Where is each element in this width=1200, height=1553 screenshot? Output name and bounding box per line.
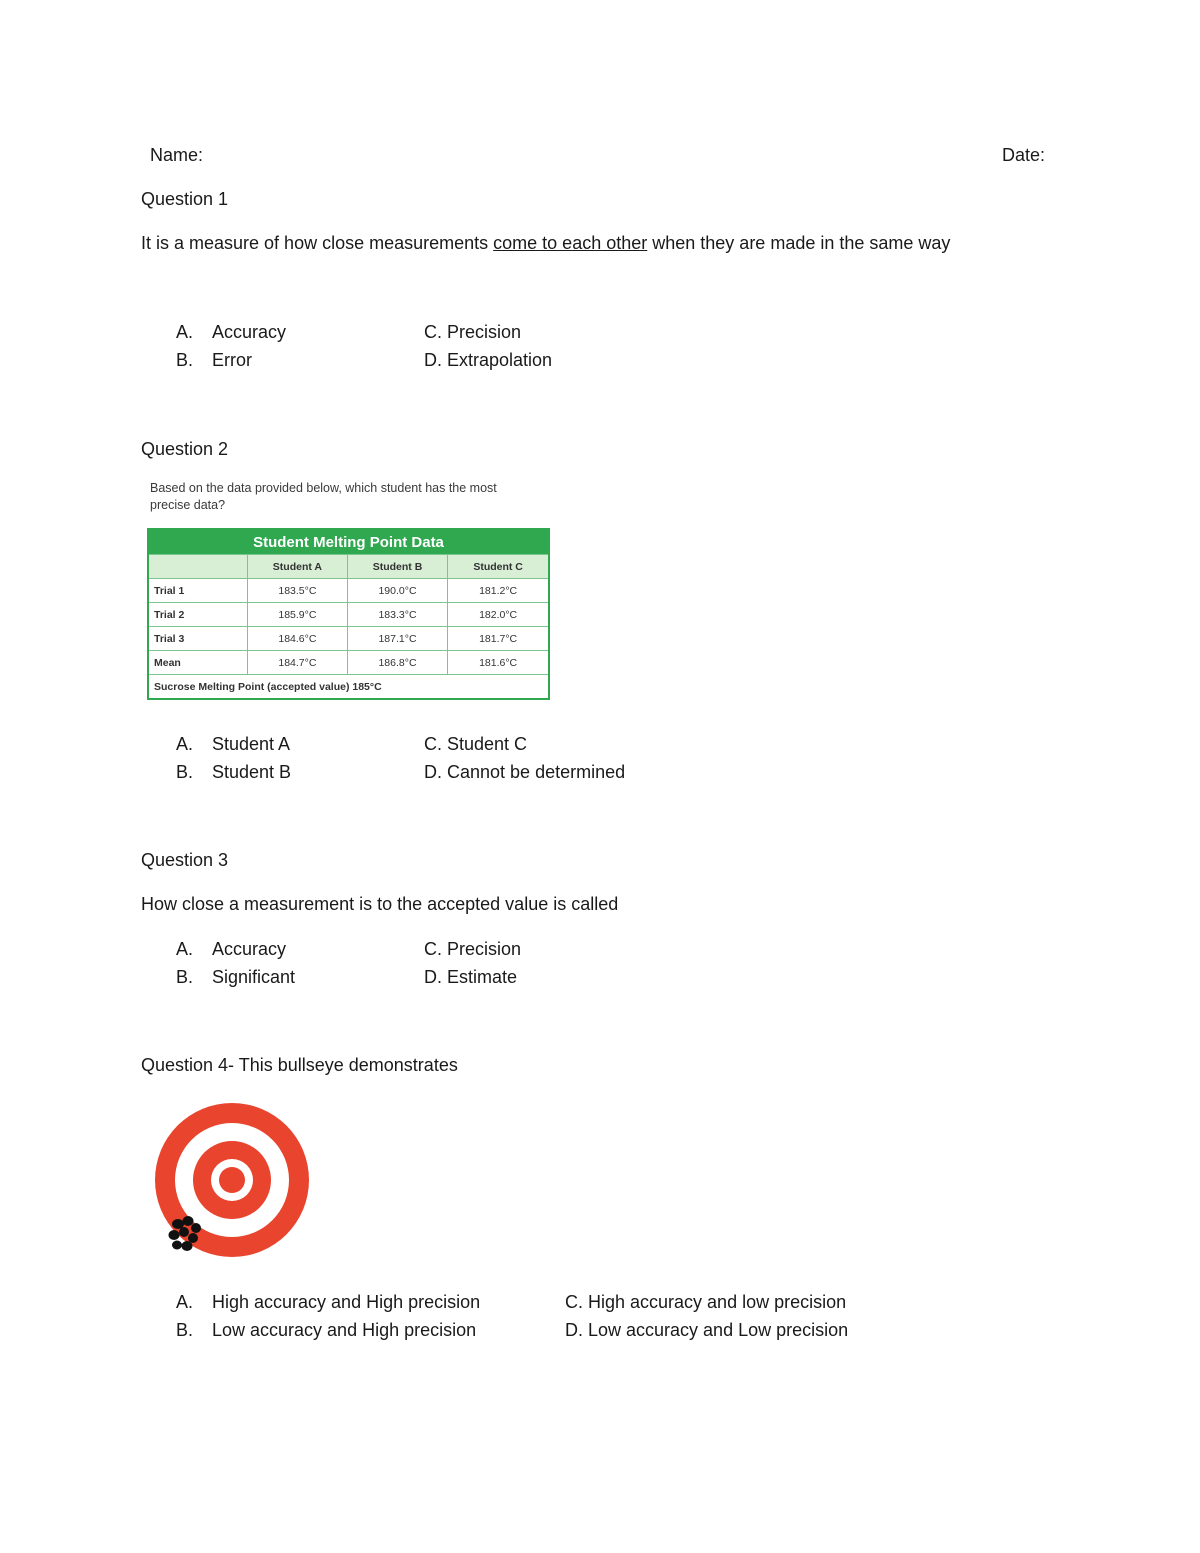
question-3-text: How close a measurement is to the accepted value is called (141, 894, 619, 914)
q2-option-a-letter: A. (176, 734, 194, 754)
question-2-title: Question 2 (141, 439, 229, 459)
row-label: Trial 1 (148, 579, 248, 603)
melting-point-table (147, 528, 550, 700)
q3-option-a[interactable] (176, 939, 286, 960)
q3-option-b-text: Significant (212, 967, 296, 987)
table-cell: 185.9°C (248, 603, 348, 627)
table-cell: 186.8°C (347, 651, 447, 675)
table-row (148, 579, 549, 603)
table-header-row (148, 555, 549, 579)
dart-hit (169, 1230, 180, 1240)
target-center (219, 1167, 245, 1193)
table-cell: 181.7°C (448, 627, 549, 651)
question-1-text (141, 233, 950, 254)
table-cell: 181.6°C (448, 651, 549, 675)
dart-hit (191, 1223, 201, 1233)
q4-option-d[interactable]: D. Low accuracy and Low precision (565, 1320, 849, 1340)
q2-option-d[interactable]: D. Cannot be determined (424, 762, 626, 782)
melting-point-figure (147, 480, 552, 700)
table-row (148, 627, 549, 651)
question-1-title: Question 1 (141, 189, 229, 209)
table-caption: Student Melting Point Data (148, 529, 549, 555)
row-label: Trial 3 (148, 627, 248, 651)
table-header-cell: Student B (347, 555, 447, 579)
q2-option-a[interactable] (176, 734, 290, 755)
date-label: Date: (1002, 145, 1046, 165)
dart-hit (188, 1233, 198, 1243)
table-cell: 184.7°C (248, 651, 348, 675)
q3-option-a-text: Accuracy (212, 939, 287, 959)
q1-text-after: when they are made in the same way (647, 233, 951, 253)
q4-option-b-text: Low accuracy and High precision (212, 1320, 477, 1340)
question-3-title: Question 3 (141, 850, 229, 870)
q3-option-b[interactable] (176, 967, 295, 988)
question-4-title: Question 4- This bullseye demonstrates (141, 1055, 458, 1075)
q4-option-a-text: High accuracy and High precision (212, 1292, 481, 1312)
q4-option-b-letter: B. (176, 1320, 194, 1340)
q4-option-b[interactable] (176, 1320, 476, 1341)
table-header-cell (148, 555, 248, 579)
table-cell: 184.6°C (248, 627, 348, 651)
q2-option-c[interactable]: C. Student C (424, 734, 528, 754)
dart-hit (172, 1241, 182, 1250)
q2-option-a-text: Student A (212, 734, 291, 754)
q1-option-a-letter: A. (176, 322, 194, 342)
q3-option-b-letter: B. (176, 967, 194, 987)
table-row (148, 651, 549, 675)
name-label: Name: (150, 145, 204, 165)
q1-option-a[interactable] (176, 322, 286, 343)
q2-prompt: Based on the data provided below, which student has the most precise data? (150, 481, 497, 512)
q1-text-underlined: come to each other (493, 233, 648, 253)
dart-hit (182, 1241, 193, 1251)
q1-option-b-text: Error (212, 350, 252, 370)
q1-option-d[interactable]: D. Extrapolation (424, 350, 553, 370)
q1-option-a-text: Accuracy (212, 322, 287, 342)
q3-option-c[interactable]: C. Precision (424, 939, 522, 959)
table-row (148, 603, 549, 627)
q3-option-d[interactable]: D. Estimate (424, 967, 518, 987)
table-cell: 190.0°C (347, 579, 447, 603)
q3-option-a-letter: A. (176, 939, 194, 959)
dart-hit (179, 1227, 189, 1237)
q2-option-b-text: Student B (212, 762, 292, 782)
q1-option-b[interactable] (176, 350, 252, 371)
table-cell: 183.3°C (347, 603, 447, 627)
table-cell: 183.5°C (248, 579, 348, 603)
table-footer: Sucrose Melting Point (accepted value) 185°C (148, 675, 549, 700)
row-label: Trial 2 (148, 603, 248, 627)
bullseye-target-image (150, 1100, 320, 1260)
dart-hit (183, 1216, 194, 1226)
table-header-cell: Student C (448, 555, 549, 579)
table-header-cell: Student A (248, 555, 348, 579)
table-cell: 181.2°C (448, 579, 549, 603)
q2-option-b[interactable] (176, 762, 291, 783)
q4-option-a[interactable] (176, 1292, 480, 1313)
q2-option-b-letter: B. (176, 762, 194, 782)
table-cell: 182.0°C (448, 603, 549, 627)
q1-text-before: It is a measure of how close measurements (141, 233, 494, 253)
q4-option-a-letter: A. (176, 1292, 194, 1312)
q4-option-c[interactable]: C. High accuracy and low precision (565, 1292, 847, 1312)
table-cell: 187.1°C (347, 627, 447, 651)
row-label: Mean (148, 651, 248, 675)
q1-option-b-letter: B. (176, 350, 194, 370)
q1-option-c[interactable]: C. Precision (424, 322, 522, 342)
